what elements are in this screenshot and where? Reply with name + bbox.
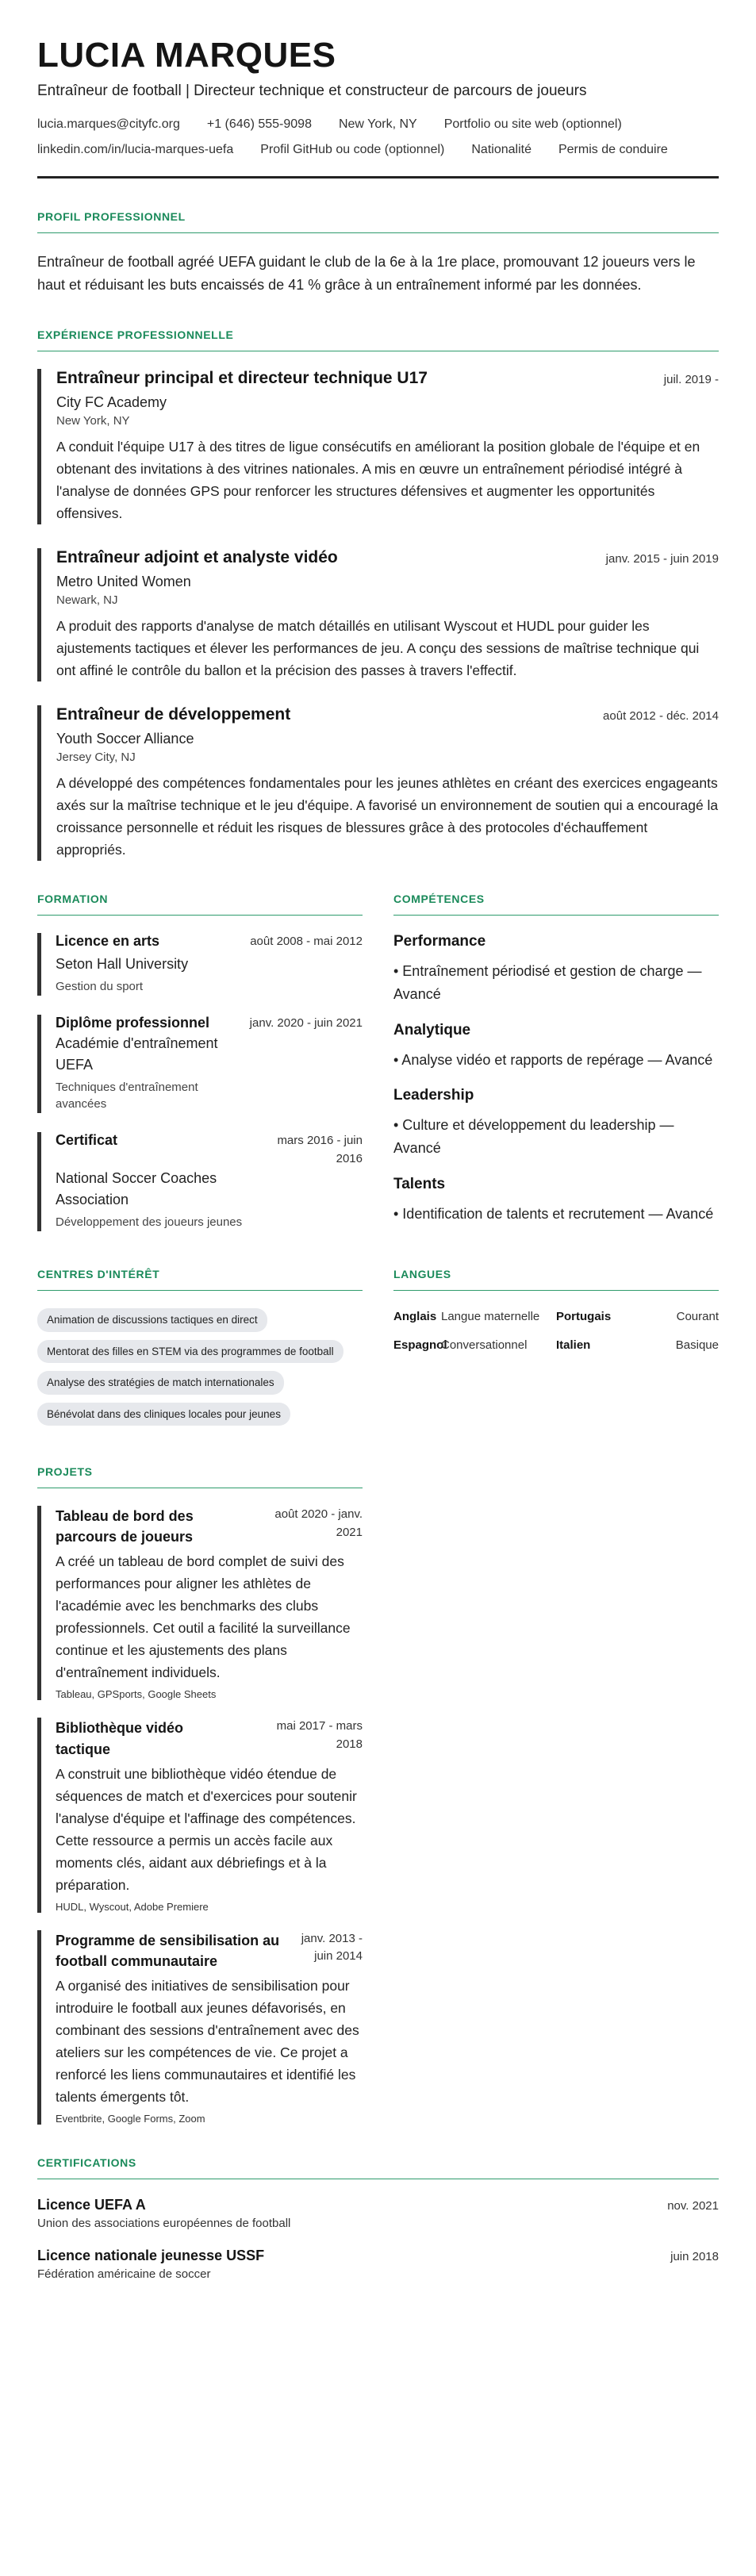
section-title-skills: COMPÉTENCES (393, 893, 719, 916)
education-item (37, 1015, 363, 1113)
experience-description: A développé des compétences fondamentales pour les jeunes athlètes en créant des exercices engageants axés sur la maîtrise technique et le jeu d'équipe. A favorisé un environnement de soutien qui a encouragé la croissance personnelle et réduit les risques de blessures grâce à des protocoles d'échauffement appropriés. (56, 774, 719, 858)
project-item (37, 1930, 363, 2125)
section-title-projects: PROJETS (37, 1465, 363, 1488)
skill-category: Leadership (393, 1087, 474, 1104)
certification-date: juin 2018 (670, 2249, 719, 2263)
project-description: A créé un tableau de bord complet de suivi des performances pour aligner les athlètes de l'académie avec les benchmarks des clubs professionnels. Cet outil a facilité la surveillance continue et les ajustements des plans d'entraînement individuels. (56, 1553, 351, 1681)
language-row (393, 1308, 719, 1326)
language-name: Italien (556, 1338, 591, 1353)
experience-role: Entraîneur de développement (56, 704, 291, 724)
skill-group (393, 1022, 719, 1072)
language-level: Conversationnel (441, 1338, 528, 1353)
contact-phone[interactable]: +1 (646) 555-9098 (206, 117, 312, 132)
section-title-languages: LANGUES (393, 1268, 719, 1291)
section-title-certifications: CERTIFICATIONS (37, 2156, 719, 2179)
education-item (37, 933, 363, 996)
education-school: Académie d'entraînement UEFA (56, 1035, 218, 1073)
experience-section (37, 328, 719, 861)
education-skills-row (37, 893, 719, 1250)
skill-detail: • Analyse vidéo et rapports de repérage — Avancé (393, 1051, 713, 1068)
certification-item (37, 2248, 719, 2281)
language-name: Portugais (556, 1309, 612, 1323)
project-title: Tableau de bord des parcours de joueurs (56, 1508, 194, 1545)
education-degree: Licence en arts (56, 932, 160, 949)
experience-date: juil. 2019 - (663, 372, 719, 386)
contact-location: New York, NY (338, 117, 417, 132)
experience-role: Entraîneur principal et directeur technique U17 (56, 368, 428, 387)
contact-nationality: Nationalité (471, 143, 532, 157)
experience-item (37, 705, 719, 861)
project-tools: Tableau, GPSports, Google Sheets (56, 1688, 217, 1701)
summary-section (37, 210, 719, 297)
certification-date: nov. 2021 (667, 2198, 719, 2213)
section-title-education: FORMATION (37, 893, 363, 916)
skill-category: Analytique (393, 1021, 471, 1038)
section-title-summary: PROFIL PROFESSIONNEL (37, 210, 719, 233)
education-school: National Soccer Coaches Association (56, 1170, 217, 1208)
language-name: Espagnol (393, 1338, 447, 1353)
project-item (37, 1718, 363, 1912)
skill-group (393, 1176, 719, 1226)
project-tools: HUDL, Wyscout, Adobe Premiere (56, 1900, 209, 1913)
project-date: août 2020 - janv. 2021 (274, 1507, 363, 1539)
certification-name: Licence nationale jeunesse USSF (37, 2247, 265, 2263)
interest-tag: Bénévolat dans des cliniques locales pour jeunes (37, 1403, 290, 1426)
contact-list (37, 117, 719, 168)
skill-group (393, 1087, 719, 1160)
education-field: Gestion du sport (56, 980, 144, 994)
language-level: Courant (676, 1309, 719, 1323)
interest-tag: Animation de discussions tactiques en direct (37, 1308, 267, 1332)
language-level: Basique (675, 1338, 719, 1353)
interests-section (37, 1268, 363, 1434)
section-title-experience: EXPÉRIENCE PROFESSIONNELLE (37, 328, 719, 351)
experience-description: A conduit l'équipe U17 à des titres de ligue consécutifs en améliorant la position globale de l'équipe et en obtenant des invitations à des vitrines nationales. A mis en œuvre un entraînement périodisé intégré à l'analyse de données GPS pour renforcer les structures défensives et augmenter les opportunités offensives. (56, 438, 700, 521)
skill-category: Talents (393, 1175, 446, 1192)
project-date: mai 2017 - mars 2018 (276, 1719, 363, 1751)
education-field: Techniques d'entraînement avancées (56, 1080, 198, 1111)
education-degree: Certificat (56, 1132, 118, 1149)
skill-detail: • Culture et développement du leadership — Avancé (393, 1117, 674, 1157)
experience-role: Entraîneur adjoint et analyste vidéo (56, 547, 338, 566)
experience-date: août 2012 - déc. 2014 (603, 708, 719, 723)
education-school: Seton Hall University (56, 956, 189, 973)
education-date: mars 2016 - juin 2016 (277, 1134, 363, 1165)
project-title: Bibliothèque vidéo tactique (56, 1720, 184, 1757)
resume-header (37, 36, 719, 179)
interest-tag-list (37, 1308, 363, 1434)
contact-github[interactable]: Profil GitHub ou code (optionnel) (260, 143, 445, 157)
project-date: janv. 2013 - juin 2014 (301, 1931, 363, 1964)
contact-portfolio[interactable]: Portfolio ou site web (optionnel) (443, 117, 622, 132)
language-row (393, 1337, 719, 1355)
education-field: Développement des joueurs jeunes (56, 1215, 243, 1230)
experience-description: A produit des rapports d'analyse de match détaillés en utilisant Wyscout et HUDL pour guider les ajustements tactiques et élever les performances de jeu. A conçu des sessions de maîtrise technique qui ont affiné le contrôle du ballon et la précision des passes à travers l'effectif. (56, 617, 700, 678)
interests-languages-row (37, 1268, 719, 1434)
header-divider (37, 176, 719, 179)
experience-location: Newark, NJ (56, 593, 118, 607)
certification-item (37, 2197, 719, 2230)
contact-email[interactable]: lucia.marques@cityfc.org (37, 117, 180, 132)
interest-tag: Mentorat des filles en STEM via des programmes de football (37, 1340, 343, 1364)
skill-category: Performance (393, 932, 486, 950)
education-section (37, 893, 363, 1250)
skill-group (393, 933, 719, 1006)
project-title: Programme de sensibilisation au football communautaire (56, 1932, 280, 1969)
certification-name: Licence UEFA A (37, 2196, 146, 2213)
candidate-headline: Entraîneur de football | Directeur technique et constructeur de parcours de joueurs (37, 83, 587, 100)
candidate-name: LUCIA MARQUES (37, 36, 336, 75)
experience-location: New York, NY (56, 413, 130, 428)
project-description: A organisé des initiatives de sensibilisation pour introduire le football aux jeunes défavorisés, en combinant des sessions d'entraînement avec des ateliers sur les compétences de vie. Ce projet a renforcé les liens communautaires et identifié les talents émergents tôt. (56, 1977, 359, 2105)
certification-issuer: Union des associations européennes de football (37, 2216, 291, 2230)
certification-issuer: Fédération américaine de soccer (37, 2267, 211, 2281)
education-date: août 2008 - mai 2012 (250, 934, 363, 948)
skills-section (393, 893, 719, 1250)
languages-section (393, 1268, 719, 1434)
skill-detail: • Entraînement périodisé et gestion de charge — Avancé (393, 962, 702, 1002)
contact-linkedin[interactable]: linkedin.com/in/lucia-marques-uefa (37, 143, 234, 157)
education-item (37, 1132, 363, 1231)
language-level: Langue maternelle (441, 1309, 540, 1323)
experience-item (37, 369, 719, 524)
education-degree: Diplôme professionnel (56, 1015, 210, 1031)
projects-section (37, 1465, 363, 2125)
experience-company: City FC Academy (56, 394, 167, 410)
contact-driving-license: Permis de conduire (558, 143, 668, 157)
experience-company: Metro United Women (56, 573, 191, 589)
education-date: janv. 2020 - juin 2021 (249, 1016, 363, 1031)
experience-company: Youth Soccer Alliance (56, 730, 194, 747)
project-description: A construit une bibliothèque vidéo étendue de séquences de match et d'exercices pour soutenir l'analyse d'équipe et l'affinage des compétences. Cette ressource a permis un accès facile aux moments clés, aidant aux débriefings et à la préparation. (56, 1765, 357, 1893)
summary-text: Entraîneur de football agréé UEFA guidant le club de la 6e à la 1re place, promouvant 12 joueurs vers le haut et réduisant les buts encaissés de 41 % grâce à un entraînement informé par les données. (37, 254, 696, 294)
project-item (37, 1506, 363, 1700)
experience-location: Jersey City, NJ (56, 750, 136, 764)
section-title-interests: CENTRES D'INTÉRÊT (37, 1268, 363, 1291)
skill-detail: • Identification de talents et recrutement — Avancé (393, 1205, 714, 1222)
certifications-section (37, 2156, 719, 2281)
project-tools: Eventbrite, Google Forms, Zoom (56, 2112, 205, 2125)
language-name: Anglais (393, 1309, 437, 1323)
interest-tag: Analyse des stratégies de match internationales (37, 1371, 284, 1395)
experience-date: janv. 2015 - juin 2019 (605, 551, 719, 566)
experience-item (37, 548, 719, 681)
